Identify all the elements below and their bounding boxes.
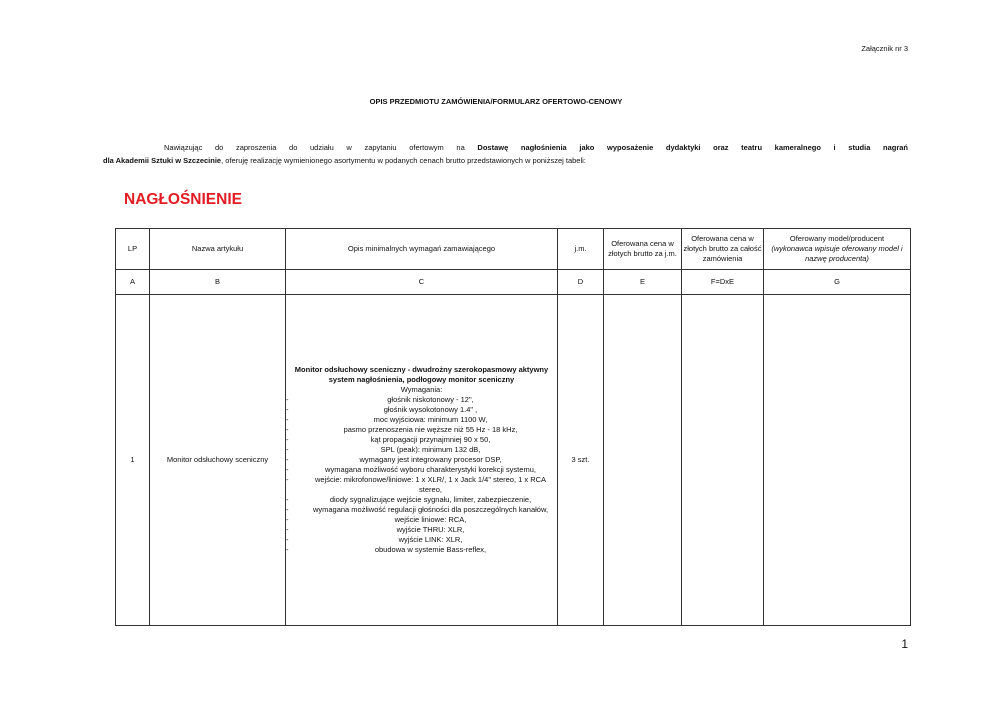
letter-a: A [116,270,150,295]
header-desc: Opis minimalnych wymagań zamawiającego [286,229,558,270]
requirement-item: - wymagana możliwość wyboru charakterystyki korekcji systemu, [286,465,557,475]
page-number: 1 [901,637,908,651]
letter-g: G [764,270,911,295]
requirement-item: - wejście: mikrofonowe/liniowe: 1 x XLR/, 1 x Jack 1/4" stereo, 1 x RCA stereo, [286,475,557,495]
row-unit-price-cell[interactable] [604,295,682,626]
requirement-item: - diody sygnalizujące wejście sygnału, limiter, zabezpieczenie, [286,495,557,505]
requirement-item: - SPL (peak): minimum 132 dB, [286,445,557,455]
requirement-item: - wymagany jest integrowany procesor DSP, [286,455,557,465]
requirement-item: - pasmo przenoszenia nie węższe niż 55 Hz - 18 kHz, [286,425,557,435]
requirement-item: - głośnik wysokotonowy 1.4" , [286,405,557,415]
section-title: NAGŁOŚNIENIE [124,191,242,208]
offer-table [115,228,911,626]
row-lp: 1 [116,295,150,626]
intro-paragraph [103,141,908,167]
requirement-item: - kąt propagacji przynajmniej 90 x 50, [286,435,557,445]
letter-b: B [150,270,286,295]
annex-label: Załącznik nr 3 [861,44,908,53]
header-unit-price: Oferowana cena w złotych brutto za j.m. [604,229,682,270]
table-row [116,295,911,626]
header-lp: LP [116,229,150,270]
row-item-name: Monitor odsłuchowy sceniczny [150,295,286,626]
intro-line-1 [124,141,908,154]
intro-bold-1: Dostawę nagłośnienia jako wyposażenie dydaktyki oraz teatru kameralnego i studia nagrań [477,143,908,152]
header-unit: j.m. [558,229,604,270]
header-total: Oferowana cena w złotych brutto za całość zamówienia [682,229,764,270]
row-description [286,295,558,626]
requirements-label: Wymagania: [400,385,443,394]
header-row [116,229,911,270]
requirements-list [286,395,557,555]
requirement-item: - wejście liniowe: RCA, [286,515,557,525]
description-title: Monitor odsłuchowy sceniczny - dwudrożny szerokopasmowy aktywny system nagłośnienia, podłogowy monitor sceniczny [294,365,549,384]
row-total-cell[interactable] [682,295,764,626]
letter-e: E [604,270,682,295]
letter-c: C [286,270,558,295]
intro-line-2 [103,154,908,167]
header-model [764,229,911,270]
requirement-item: - obudowa w systemie Bass-reflex, [286,545,557,555]
letter-f: F=DxE [682,270,764,295]
intro-text-2: , oferuję realizację wymienionego asortymentu w podanych cenach brutto przedstawionych w poniższej tabeli: [221,156,586,165]
requirement-item: - moc wyjściowa: minimum 1100 W, [286,415,557,425]
intro-text-1: Nawiązując do zaproszenia do udziału w zapytaniu ofertowym na [164,143,478,152]
column-letters-row [116,270,911,295]
header-model-note: (wykonawca wpisuje oferowany model i nazwę producenta) [771,244,903,263]
header-name: Nazwa artykułu [150,229,286,270]
requirement-item: - wyjście LINK: XLR, [286,535,557,545]
letter-d: D [558,270,604,295]
row-unit: 3 szt. [558,295,604,626]
requirement-item: - głośnik niskotonowy - 12", [286,395,557,405]
row-model-cell[interactable] [764,295,911,626]
intro-bold-2: dla Akademii Sztuki w Szczecinie [103,156,222,165]
document-title: OPIS PRZEDMIOTU ZAMÓWIENIA/FORMULARZ OFERTOWO-CENOWY [369,97,623,106]
header-model-label: Oferowany model/producent [789,234,885,243]
requirement-item: - wymagana możliwość regulacji głośności dla poszczególnych kanałów, [286,505,557,515]
requirement-item: - wyjście THRU: XLR, [286,525,557,535]
